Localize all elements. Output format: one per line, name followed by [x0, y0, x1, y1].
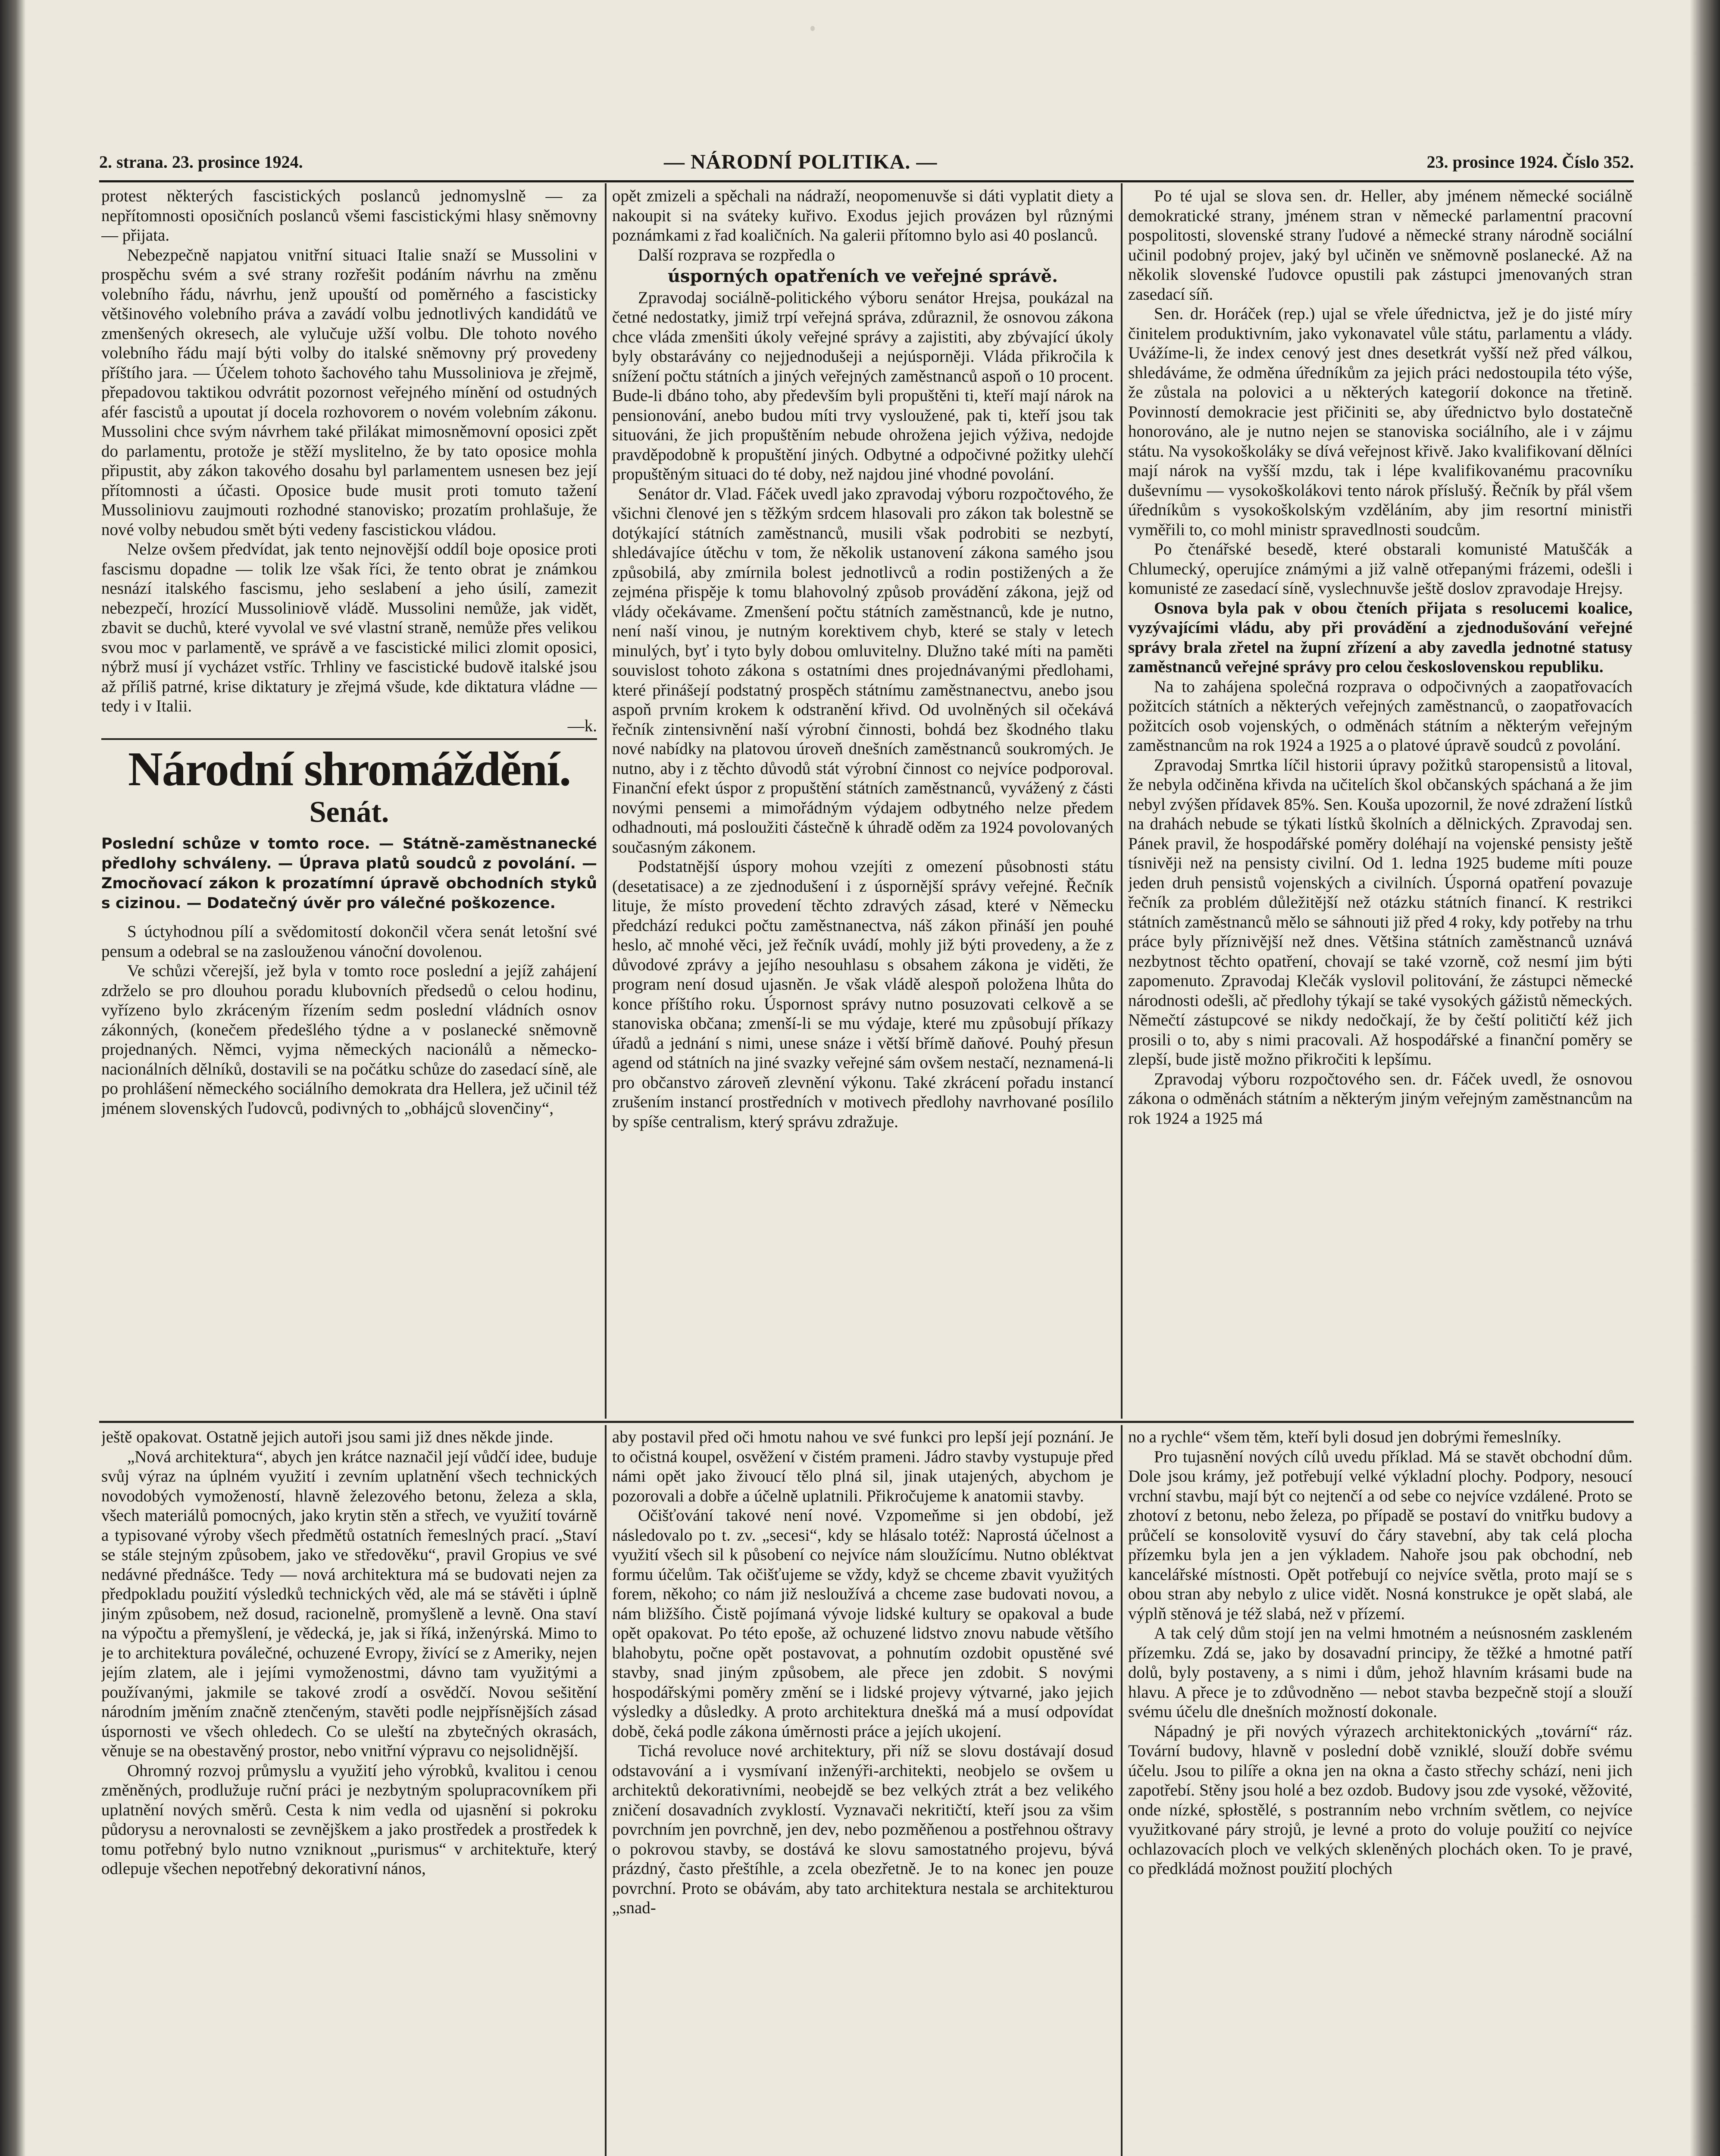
subsection-heading: úsporných opatřeních ve veřejné správě.	[667, 266, 1058, 286]
column-divider	[605, 183, 607, 1419]
paragraph: Pro tujasnění nových cílů uvedu příklad. Má se stavět obchodní dům. Dole jsou krámy, jež potřebují velké výkladní plochy. Podpory, nesoucí vrchní stavbu, mají být co nejtenčí a od sebe co nejvíce vzdálené. Proto se zhotoví z betonu, nebo železa, po případě se postaví do vnitřku budovy a průčelí se konsolovitě vysuví do čáry stavební, aby tak celá plocha přízemku byla jen a jen výkladem. Nahoře jsou pak obchodní, neb kancelářské místnosti. Opět potřebují co nejvíce světla, proto mají se s obou stran aby nebylo z ulice vidět. Nosná konstrukce je opět slabá, ale výplň stěnová je též slabá, než v přízemí.	[1128, 1447, 1632, 1623]
column-divider	[1121, 1425, 1123, 2156]
masthead-title: — NÁRODNÍ POLITIKA. —	[664, 150, 938, 173]
paragraph: Tichá revoluce nové architektury, při níž se slovu dostávají dosud odstavování a i vysmívaní inženýři-architekti, neobjelo se ovšem u architektů dekorativními, neobejdě se bez velkých ztrát a bez velikého zničení dosavadních zvyklostí. Vyznavači nekritičtí, kteří jsou za všim povrchním jen povrchně, jen dev, nebo pozměňenou a postřehnou oštravy o pokrovou stavby, se dostává ke slovu samostatného projevu, bývá prázdný, často přeštíhle, a zcela obezřetně. Je to na konec jen pouze povrchní. Proto se obávám, aby tato architektura nestala se architekturou „snad-	[612, 1742, 1113, 1917]
paragraph: Podstatnější úspory mohou vzejíti z omezení působnosti státu (desetatisace) a ze zjednodušení i z úspornější správy veřejné. Řečník lituje, že místo provedení těchto zdravých zásad, které v Německu předchází redukci počtu zaměstnanectva, náš zákon přináší jen pouhé heslo, ač mnohé věci, jež řečník uvádí, mohly již býti provedeny, a že z důvodové zprávy a jejího nesouhlasu s obsahem zákona je viděti, že program není dosud ujasněn. Je však vládě alespoň položena lhůta do konce příštího roku. Úspornost správy nutno posuzovati celkově a se stanoviska občana; zmenší-li se mu výdaje, které mu způsobují příkazy úřadů a jednání s nimi, unese snáze i větší břímě daňové. Pouhý přesun agend od státních na jiné svazky veřejné sám ovšem nestačí, neznamená-li pro občanstvo zároveň zlevnění výkonu. Také zkrácení pořadu instancí zrušením instancí prostředních v motivech předlohy navrhované posílilo by spíše centralism, který správu zdražuje.	[612, 857, 1113, 1131]
paragraph: no a rychle“ všem těm, kteří byli dosud jen dobrými řemeslníky.	[1128, 1428, 1561, 1446]
paragraph: Ve schůzi včerejší, jež byla v tomto roce poslední a jejíž zahájení zdrželo se pro dlouhou poradu klubovních předsedů o celou hodinu, vyřízeno bylo zkráceným řízením sedm poslední vládních osnov zákonných, (konečem předešlého týdne a v poslanecké sněmovně projednaných. Němci, vyjma německých nacionálů a německo-nacionálních dělníků, dostavili se na počátku schůze do zasedací síně, ale po prohlášení německého sociálního demokrata dra Hellera, jež učinil též jménem slovenských ľudovců, podivných to „obhájců slovenčiny“,	[101, 962, 597, 1118]
header-issue-right: 23. prosince 1924. Číslo 352.	[1426, 152, 1634, 172]
page-header	[99, 152, 1634, 178]
paragraph: Zpravodaj sociálně-politického výboru senátor Hrejsa, poukázal na četné nedostatky, jimiž trpí veřejná správa, zdůraznil, že osnovou zákona chce vláda zmenšiti úkoly veřejné správy a zajistiti, aby zbývající úkoly byly obstarávány co nejjednodušeji a nejúsporněji. Vláda přikročila k snížení počtu státních a jiných veřejných zaměstnanců aspoň o 10 procent. Bude-li dbáno toho, aby především byli propuštěni ti, kteří mají nárok na pensionování, anebo budou míti trvy vysloužené, pak ti, kteří jsou tak situováni, že jich propuštěním nebude ohrožena jejich výživa, nedojde pravděpodobně k propuštění jiných. Odbytné a odpočivné požitky ulehčí propuštěným situaci do té doby, než najdou jiné vhodné povolání.	[612, 288, 1113, 483]
paper-speck	[810, 26, 815, 31]
page-edge-left	[0, 0, 26, 2156]
paragraph: Na to zahájena společná rozprava o odpočivných a zaopatřovacích požitcích státních a některých veřejných zaměstnanců, o zaopatřovacích požitcích osob vojenských, o odměnách státním a některým veřejným zaměstnancům na rok 1924 a 1925 a o platové úpravě soudců z povolání.	[1128, 677, 1632, 755]
feuilleton-column-2	[612, 1427, 1113, 2156]
article-summary: Poslední schůze v tomto roce. — Státně-zaměstnanecké předlohy schváleny. — Úprava platů soudců z povolání. — Zmocňovací zákon k prozatímní úpravě obchodních styků s cizinou. — Dodatečný úvěr pro válečné poškozence.	[101, 835, 597, 912]
section-rule	[99, 1421, 1634, 1423]
column-divider	[1121, 183, 1123, 1419]
paragraph: Nelze ovšem předvídat, jak tento nejnovější oddíl boje oposice proti fascismu dopadne — tolik lze však říci, že tento obrat je známkou nesnází italského fascismu, jeho seslabení a jeho úsilí, zamezit nebezpečí, hrozící Mussoliniově vládě. Mussolini nemůže, jak vidět, zbavit se duchů, které vyvolal ve své vlastní straně, nemůže přes velikou svou moc v parlamentě, ve správě a ve fascistické milici zlomit oposici, nýbrž musí jí vycházet vstříc. Trhliny ve fascistické budově italské jsou až příliš patrné, krise diktatury je zřejmá všude, kde diktatura vládne — tedy i v Italii.	[101, 540, 597, 715]
paragraph: Nápadný je při nových výrazech architektonických „tovární“ ráz. Tovární budovy, hlavně v poslední době vzniklé, slouží dobře svému účelu. Jsou to pilíře a okna jen na okna a často střechy schází, neni jich zapotřebí. Stěny jsou holé a bez ozdob. Budovy jsou zde vysoké, věžovité, onde nízké, spłostělé, s postranním nebo vrchním světlem, co nejvíce využitkované páry strojů, je levné a proto do voluje použití co nejvíce ochlazovacích ploch ve velkých skleněných plochách oken. To je pravé, co předkládá možnost použití plochých	[1128, 1722, 1632, 1878]
paragraph: protest některých fascistických poslanců jednomyslně — za nepřítomnosti oposičních poslanců všemi fascistickými hlasy sněmovny — přijata.	[101, 187, 597, 244]
feuilleton-column-3	[1128, 1427, 1632, 2156]
article-separator	[101, 738, 597, 740]
header-date-left: 2. strana. 23. prosince 1924.	[99, 152, 303, 172]
paragraph: Po čtenářské besedě, které obstarali komunisté Matuščák a Chlumecký, operujíce známými a již valně otřepanými frázemi, odešli i komunisté ze zasedací síně, vyslechnuvše ještě doslov zpravodaje Hrejsy.	[1128, 540, 1632, 598]
paragraph: Osnova byla pak v obou čteních přijata s resolucemi koalice, vyzývajícími vládu, aby při provádění a zjednodušování veřejné správy brala zřetel na župní zřízení a aby zavedla jednotné statusy zaměstnanců veřejné správy pro celou československou republiku.	[1128, 599, 1632, 676]
article-column-2	[612, 186, 1113, 1419]
section-title: Národní shromáždění.	[128, 743, 571, 796]
paragraph: Očišťování takové není nové. Vzpomeňme si jen období, jež následovalo po t. zv. „secesi“, kdy se hlásalo totéž: Naprostá účelnost a využití všech sil k působení co nejvíce nám sloužícímu. Nutno obléktvat formu účelům. Tak očišťujeme se vždy, když se chceme zbavit využitých forem, někoho; co nám již nesloužívá a chceme zase budovati novou, a nám bližšího. Čistě pojímaná vývoje lidské kultury se opakoval a bude opět opakovat. Po této epoše, až ochuzené lidstvo znovu nabude většího blahobytu, počne opět postavovat, a pohnutím ozdobit opustěné své stavby, snad jiným způsobem, ale přece jen zdobit. S novými hospodářskými poměry změní se i lidské projevy výtvarné, jako jejich výsledky a důsledky. A proto architektura dnešká má a musí odpovídat době, čeká podle zákona úměrnosti práce a jejích ukojení.	[612, 1506, 1113, 1741]
feuilleton-column-1	[101, 1427, 597, 2156]
paragraph: ještě opakovat. Ostatně jejich autoři jsou sami již dnes někde jinde.	[101, 1428, 554, 1446]
paragraph: Po té ujal se slova sen. dr. Heller, aby jménem německé sociálně demokratické strany, jménem stran v německé parlamentní pracovní pospolitosti, slovenské strany ľudové a německé strany národně sociální učinil podobný projev, jaký byl učiněn ve sněmovně poslanecké. Až na několik slovenské ľudovce opustili pak zástupci jmenovaných stran zasedací síň.	[1128, 187, 1632, 304]
paragraph: A tak celý dům stojí jen na velmi hmotném a neúsnosném zaskleném přízemku. Zdá se, jako by dosavadní principy, že těžké a hmotné patří dolů, byly postaveny, a s nimi i dům, jehož hlavním krásami bude na hlavu. A přece je to zdůvodněno — nebot stavba bezpečně stojí a slouží svému účelu dle dnešních možností dokonale.	[1128, 1624, 1632, 1721]
header-rule	[99, 180, 1634, 182]
paragraph: Senátor dr. Vlad. Fáček uvedl jako zpravodaj výboru rozpočtového, že všichni členové jen s těžkým srdcem hlasovali pro zákon tak bolestně se dotýkající státních zaměstnanců, musili však podrobiti se nezbytí, shledávajíce útěchu v tom, že několik ustanovení zákona samého jsou způsobilá, aby zmírnila bolest jednotlivců a rodin postižených a že zejména přispěje k tomu blahovolný způsob provádění zákona, jejž od vlády očekávame. Zmenšení počtu státních zaměstnanců, kde je nutno, není naší vinou, je nutným korektivem chyb, které se staly v letech minulých, byť i tyto byly dobou omluvitelny. Dlužno také míti na paměti souvislost tohoto zákona s ostatními dnes projednávanými předlohami, které přinášejí podstatný prospěch státnímu zaměstnanectvu, anebo jsou aspoň prvním krokem k odstranění křivd. Od uvolněných sil očekává řečník zintensivnění naší výrobní činnosti, bohdá bez škodného tlaku nové nabídky na platovou úroveň dnešních zaměstnanců soukromých. Je nutno, aby i z těchto důvodů stát výrobní činnost co nejvíce podporoval. Finanční efekt úspor z propuštění státních zaměstnanců, vyvážený z části novými pensemi a mimořádným výdajem odbytného nelze předem odhadnouti, má posloužiti částečně k úhradě oděm za 1924 povolovaných současným zákonem.	[612, 484, 1113, 856]
paragraph: Zpravodaj Smrtka líčil historii úpravy požitků staropensistů a litoval, že nebyla odčiněna křivda na učitelích škol občanských spáchaná a že jim nebyl zvýšen přídavek 85%. Sen. Kouša upozornil, že nové zdražení lístků na drahách nebude se týkati lístků školních a dělnických. Zpravodaj sen. Pánek pravil, že hospodářské poměry doléhají na vojenské pensisty ještě tísnivěji než na pensisty civilní. Od 1. ledna 1925 budeme míti pouze jeden druh pensistů vojenských a civilních. Úsporná opatření povazuje řečník za problém důležitější než otázku státních financí. K restrikci státních zaměstnanců mělo se sáhnouti již před 4 roky, kdy potřeby na trhu práce byly příznivější než dnes. Většina státních zaměstnanců uznává nezbytnost těchto opatření, chovají se také vzorně, což nesmí jim býti zapomenuto. Zpravodaj Klečák vyslovil politování, že zástupci německé národnosti odešli, ač předlohy týkají se také vysokých gážistů německých. Němečtí zástupcové se nikdy nedočkají, že by čeští političtí kéž jich prosili o to, aby s nimi pracovali. Až hospodářské a finanční poměry se zlepší, bude jistě možno přikročiti k lepšímu.	[1128, 755, 1632, 1069]
paragraph: Ohromný rozvoj průmyslu a využití jeho výrobků, kvalitou i cenou změněných, prodlužuje ruční práci je nezbytným spolupracovníkem při uplatnění nových směrů. Cesta k nim vedla od ujasnění si pokroku půdorysu a nerovnalosti se zevnějškem a jako prostředek a prostředek k tomu potřebný bylo nutno vzniknout „purismus“ v architektuře, který odlepuje všechen nepotřebný dekorativní nános,	[101, 1761, 597, 1878]
paragraph: Nebezpečně napjatou vnitřní situaci Italie snaží se Mussolini v prospěchu svém a své strany rozřešit podáním návrhu na změnu volebního řádu, návrhu, jenž upouští od poměrného a fascisticky většinového volebního práva a zavádí volbu jednotlivých kandidátů ve zmenšených okresech, ale vylučuje užší volbu. Dle tohoto nového volebního řádu mají býti volby do italské sněmovny prý provedeny příštího jara. — Účelem tohoto šachového tahu Mussoliniova je zřejmě, přepadovou taktikou odvrátit pozornost veřejného mínění od ostudných afér fascistů a upoutat jí docela rozhovorem o novém volebním zákonu. Mussolini chce svým návrhem také přilákat mimosněmovní oposici zpět do parlamentu, protože je stěží myslitelno, že by tato oposice mohla připustit, aby zákon takového dosahu byl parlamentem usnesen bez její přítomnosti a účasti. Oposice bude musit proti tomuto tažení Mussoliniovu zaujmouti rozhodné stanovisko; prozatím prohlašuje, že nové volby nebudou smět býti vedeny fascistickou vládou.	[101, 245, 597, 539]
paragraph: „Nová architektura“, abych jen krátce naznačil její vůdčí idee, buduje svůj výraz na úplném využití i zevním uplatnění všech technických novodobých vymožeností, hlavně železového betonu, železa a skla, všech materiálů pomocných, jako krytin stěn a střech, ve využití továrně a typisované výroby všech předmětů ostatních řemeslných prací. „Staví se stále stejným způsobem, jako ve středověku“, pravil Gropius ve své nedávné přednášce. Tedy — nová architektura má se budovati nejen za předpokladu použití výsledků technických věd, ale má se stávěti i úplně jiným způsobem, než dosud, racionelně, promyšleně a levně. Ona staví na výpočtu a přemyšlení, je vědecká, je, jak si říká, inženýrská. Mimo to je to architektura poválečné, ochuzené Evropy, živící se z Ameriky, nejen jejím zlatem, ale i jejími vymoženostmi, dávno tam využitými a používanými, jakmile se takové zrodí a osvědčí. Novou sešitění národním jměním značně ztenčeným, stavěti podle nejpřísnějších zásad úspornosti ve všech ohledech. Co se uleští na zbytečných okrasách, věnuje se na obestavěný prostor, nebo vnitřní výpravu co nejsolidnější.	[101, 1447, 597, 1760]
paragraph: S úctyhodnou pílí a svědomitostí dokončil včera senát letošní své pensum a odebral se na zaslouženou vánoční dovolenou.	[101, 922, 597, 961]
page-edge-right	[1690, 0, 1720, 2156]
paragraph: Další rozprava se rozpředla o	[638, 245, 835, 264]
paragraph: opět zmizeli a spěchali na nádraží, neopomenuvše si dáti vyplatit diety a nakoupit si na sváteky kuřivo. Exodus jejich provázen byl různými poznámkami z řad koaličních. Na galerii přítomno bylo asi 40 poslanců.	[612, 187, 1113, 244]
article-column-3	[1128, 186, 1632, 1419]
paragraph: Zpravodaj výboru rozpočtového sen. dr. Fáček uvedl, že osnovou zákona o odměnách státním a některým jiným veřejným zaměstnancům na rok 1924 a 1925 má	[1128, 1069, 1632, 1128]
paragraph: aby postavil před oči hmotu nahou ve své funkci pro lepší její poznání. Je to očistná koupel, osvěžení v čistém prameni. Jádro stavby vystupuje před námi opět jako živoucí tělo plná sil, jinak utajených, abychom je pozorovali a dobře a účelně uplatnili. Přikročujeme k anatomii stavby.	[612, 1428, 1113, 1505]
section-subtitle: Senát.	[309, 796, 389, 829]
paragraph: Sen. dr. Horáček (rep.) ujal se vřele úřednictva, jež je do jisté míry činitelem produktivním, jako vykonavatel vůle státu, parlamentu a vlády. Uvážíme-li, že index cenový jest dnes desetkrát vyšší než před válkou, shledáváme, že odměna úředníkům za jejich práci nedostoupila této výše, že zůstala na polovici a u některých kategorií dokonce na třetině. Povinností demokracie jest přičiniti se, aby úřednictvo bylo dostatečně honorováno, ale je nutno nejen se stanoviska sociálního, ale i v zájmu státu. Na vysokoškoláky se dívá veřejnost křivě. Jako kvalifikovaní dělníci mají nárok na vyšší mzdu, tak i lépe kvalifikovanému pracovníku duševnímu — vysokoškolákovi tento nárok příslušý. Řečník by přál všem úředníkům s vysokoškolským vzděláním, aby jim resortní ministři vyměřili to, co mohl ministr spravedlnosti soudcům.	[1128, 304, 1632, 539]
column-divider	[605, 1425, 607, 2156]
article-signature: —k.	[567, 716, 597, 735]
article-column-1	[101, 186, 597, 1419]
